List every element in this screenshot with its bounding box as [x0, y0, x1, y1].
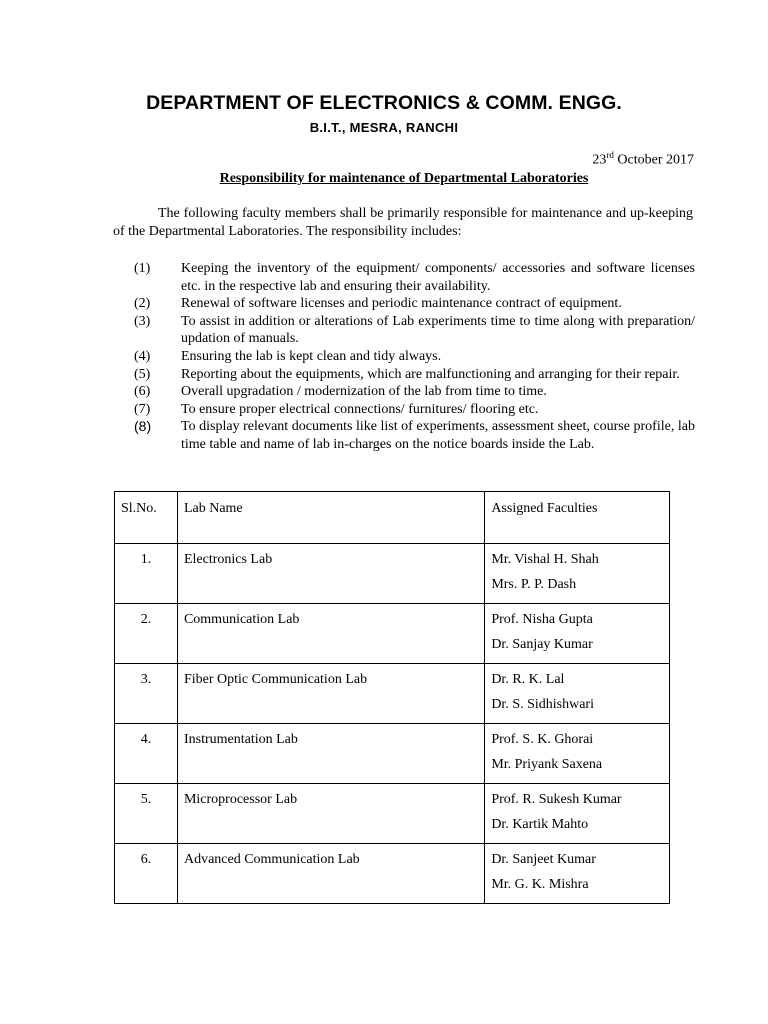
date-suffix: rd [606, 150, 614, 160]
list-item [113, 383, 695, 401]
faculty-name: Mr. G. K. Mishra [491, 877, 589, 892]
list-item [113, 260, 695, 295]
cell-lab-name: Electronics Lab [177, 544, 484, 604]
table-header-row [115, 492, 670, 544]
cell-faculties [485, 604, 670, 664]
date-rest: October 2017 [617, 152, 694, 168]
cell-slno: 6. [115, 844, 178, 904]
cell-faculties [485, 544, 670, 604]
cell-faculties [485, 664, 670, 724]
cell-slno: 4. [115, 724, 178, 784]
table-row [115, 604, 670, 664]
list-item-text: To assist in addition or alterations of Lab experiments time to time along with preparation/ updation of manuals. [181, 313, 695, 347]
cell-lab-name: Advanced Communication Lab [177, 844, 484, 904]
list-item [113, 366, 695, 384]
faculty-name: Dr. Sanjay Kumar [491, 637, 593, 652]
list-item [113, 348, 695, 366]
list-item-text: Overall upgradation / modernization of the lab from time to time. [181, 384, 547, 400]
lab-assignment-table [114, 491, 670, 904]
faculty-name: Dr. S. Sidhishwari [491, 697, 594, 712]
list-item-number: (4) [134, 348, 151, 364]
faculty-name: Mrs. P. P. Dash [491, 577, 577, 592]
list-item-number: (7) [134, 401, 151, 417]
date-day: 23 [592, 152, 607, 168]
faculty-name: Mr. Vishal H. Shah [491, 552, 599, 567]
faculty-name: Dr. Sanjeet Kumar [491, 852, 596, 867]
list-item-text: To ensure proper electrical connections/ furnitures/ flooring etc. [181, 401, 539, 417]
list-item-number: (1) [134, 261, 151, 276]
list-item-number: (8) [134, 418, 152, 435]
faculty-name: Dr. R. K. Lal [491, 672, 565, 687]
faculty-name: Prof. R. Sukesh Kumar [491, 792, 622, 807]
list-item-number: (2) [134, 296, 151, 312]
responsibility-list [113, 260, 695, 454]
document-heading: Responsibility for maintenance of Departmental Laboratories [219, 171, 589, 186]
cell-faculties [485, 784, 670, 844]
document-date [592, 150, 694, 169]
list-item [113, 313, 695, 348]
header-lab-name: Lab Name [177, 492, 484, 544]
table-row [115, 784, 670, 844]
cell-slno: 5. [115, 784, 178, 844]
list-item [113, 418, 695, 453]
header-assigned-faculties: Assigned Faculties [485, 492, 670, 544]
faculty-name: Mr. Priyank Saxena [491, 757, 603, 772]
list-item-text: Reporting about the equipments, which are malfunctioning and arranging for their repair. [181, 366, 680, 382]
list-item-text: Ensuring the lab is kept clean and tidy always. [181, 348, 442, 364]
table-row [115, 664, 670, 724]
cell-slno: 1. [115, 544, 178, 604]
list-item-number: (6) [134, 384, 151, 400]
institute-subtitle: B.I.T., MESRA, RANCHI [309, 120, 459, 135]
cell-slno: 3. [115, 664, 178, 724]
cell-slno: 2. [115, 604, 178, 664]
intro-paragraph: The following faculty members shall be primarily responsible for maintenance and up-keeping of the Departmental Laboratories. The responsibility includes: [113, 206, 693, 239]
cell-faculties [485, 844, 670, 904]
cell-lab-name: Fiber Optic Communication Lab [177, 664, 484, 724]
list-item-text: To display relevant documents like list of experiments, assessment sheet, course profile, lab time table and name of lab in-charges on the notice boards inside the Lab. [181, 419, 695, 452]
table-row [115, 724, 670, 784]
faculty-name: Prof. Nisha Gupta [491, 612, 593, 627]
list-item-number: (5) [134, 366, 151, 382]
list-item [113, 295, 695, 313]
list-item-text: Keeping the inventory of the equipment/ components/ accessories and software licenses etc. in the respective lab and ensuring their availability. [181, 261, 695, 294]
department-title: DEPARTMENT OF ELECTRONICS & COMM. ENGG. [146, 92, 622, 114]
cell-lab-name: Instrumentation Lab [177, 724, 484, 784]
faculty-name: Dr. Kartik Mahto [491, 817, 589, 832]
list-item-number: (3) [134, 313, 151, 329]
table-row [115, 544, 670, 604]
table-row [115, 844, 670, 904]
cell-lab-name: Communication Lab [177, 604, 484, 664]
list-item-text: Renewal of software licenses and periodic maintenance contract of equipment. [181, 296, 622, 312]
cell-lab-name: Microprocessor Lab [177, 784, 484, 844]
list-item [113, 401, 695, 419]
faculty-name: Prof. S. K. Ghorai [491, 732, 594, 747]
cell-faculties [485, 724, 670, 784]
header-slno: Sl.No. [115, 492, 178, 544]
